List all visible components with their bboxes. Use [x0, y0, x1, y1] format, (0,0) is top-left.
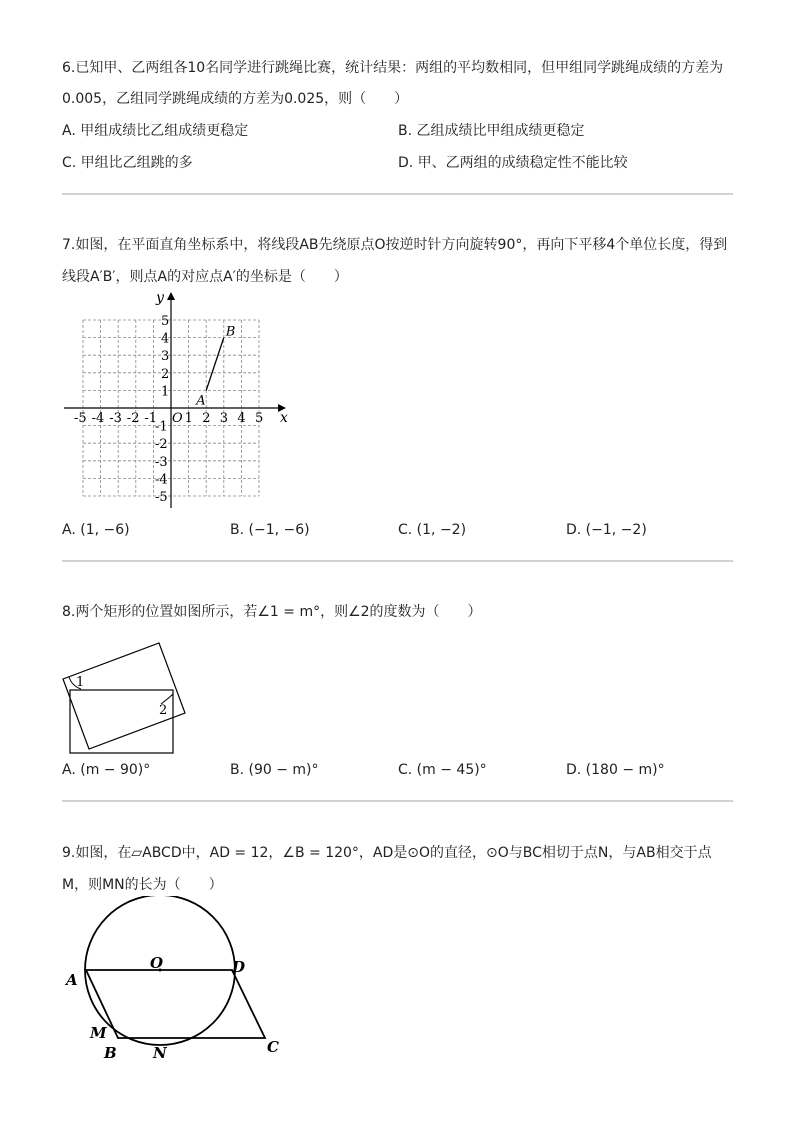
y-tick-label: 2 — [161, 366, 170, 382]
q7-stem-line1: 7.如图，在平面直角坐标系中，将线段AB先绕原点O按逆时针方向旋转90°，再向下平移4个单位长度，得到 — [62, 237, 728, 253]
lower-rectangle — [70, 690, 173, 753]
x-tick-label: 4 — [237, 411, 246, 426]
label-b: B — [104, 1044, 117, 1062]
q7-option-b[interactable]: B. (−1, −6) — [230, 522, 310, 538]
q6-option-c[interactable]: C. 甲组比乙组跳的多 — [62, 155, 193, 171]
q6-stem-line1: 6.已知甲、乙两组各10名同学进行跳绳比赛，统计结果：两组的平均数相同，但甲组同学跳绳成绩的方差为 — [62, 60, 724, 76]
q8-option-b[interactable]: B. (90 − m)° — [230, 762, 319, 778]
tilted-rectangle — [63, 643, 185, 749]
label-c: C — [267, 1038, 279, 1056]
point-a-label: A — [196, 393, 206, 409]
q8-stem: 8.两个矩形的位置如图所示，若∠1 = m°，则∠2的度数为（ ） — [62, 604, 482, 620]
y-tick-label: 4 — [161, 331, 170, 347]
label-n: N — [153, 1044, 167, 1062]
axes — [64, 298, 280, 508]
origin-label: O — [172, 411, 183, 426]
q7-option-d[interactable]: D. (−1, −2) — [566, 522, 647, 538]
x-tick-label: -2 — [126, 411, 140, 426]
q8-option-d[interactable]: D. (180 − m)° — [566, 762, 665, 778]
point-b-label: B — [225, 324, 236, 340]
divider — [62, 193, 733, 195]
q8-option-a[interactable]: A. (m − 90)° — [62, 762, 151, 778]
angle2-label: 2 — [159, 703, 168, 718]
q6-option-b[interactable]: B. 乙组成绩比甲组成绩更稳定 — [398, 123, 585, 139]
q9-stem-line2: M，则MN的长为（ ） — [62, 877, 223, 893]
x-tick-label: 5 — [255, 411, 264, 426]
y-tick-label: 5 — [161, 314, 170, 329]
divider — [62, 560, 733, 562]
q7-option-a[interactable]: A. (1, −6) — [62, 522, 130, 538]
x-tick-label: 2 — [202, 411, 211, 426]
q8-rectangles-figure — [60, 640, 190, 758]
x-tick-label: -4 — [91, 411, 105, 426]
x-tick-label: 3 — [219, 411, 229, 426]
y-axis-arrow — [167, 292, 175, 300]
x-tick-label: -5 — [74, 411, 87, 426]
x-tick-label: -1 — [144, 411, 158, 426]
y-tick-label: 3 — [161, 349, 170, 365]
q6-option-a[interactable]: A. 甲组成绩比乙组成绩更稳定 — [62, 123, 249, 139]
q7-stem-line2: 线段A′B′，则点A的对应点A′的坐标是（ ） — [62, 269, 348, 285]
label-m: M — [90, 1024, 107, 1042]
q8-option-c[interactable]: C. (m − 45)° — [398, 762, 487, 778]
y-tick-label: -2 — [155, 437, 168, 453]
q6-stem-line2: 0.005，乙组同学跳绳成绩的方差为0.025，则（ ） — [62, 91, 409, 107]
y-axis-label: y — [156, 290, 164, 306]
label-d: D — [232, 958, 246, 976]
segment-ab — [206, 338, 224, 391]
y-tick-label: 1 — [161, 384, 170, 400]
q9-stem-line1: 9.如图，在▱ABCD中，AD = 12，∠B = 120°，AD是⊙O的直径，⊙O与BC相切于点N，与AB相交于点 — [62, 845, 712, 861]
y-tick-label: -5 — [155, 490, 168, 505]
x-tick-label: 1 — [184, 411, 193, 426]
parallelogram-abcd — [86, 970, 265, 1038]
q9-parallelogram-circle-figure — [60, 896, 290, 1066]
divider — [62, 800, 733, 802]
y-tick-label: -3 — [155, 454, 168, 470]
y-tick-label: -4 — [155, 472, 168, 488]
label-a: A — [66, 971, 78, 989]
x-axis-label: x — [280, 410, 288, 426]
y-tick-label: -1 — [155, 419, 168, 435]
angle1-label: 1 — [76, 675, 85, 690]
label-o: O — [150, 954, 164, 972]
q6-option-d[interactable]: D. 甲、乙两组的成绩稳定性不能比较 — [398, 155, 628, 171]
q7-coordinate-figure — [60, 288, 300, 514]
x-tick-label: -3 — [109, 411, 122, 426]
q7-option-c[interactable]: C. (1, −2) — [398, 522, 467, 538]
